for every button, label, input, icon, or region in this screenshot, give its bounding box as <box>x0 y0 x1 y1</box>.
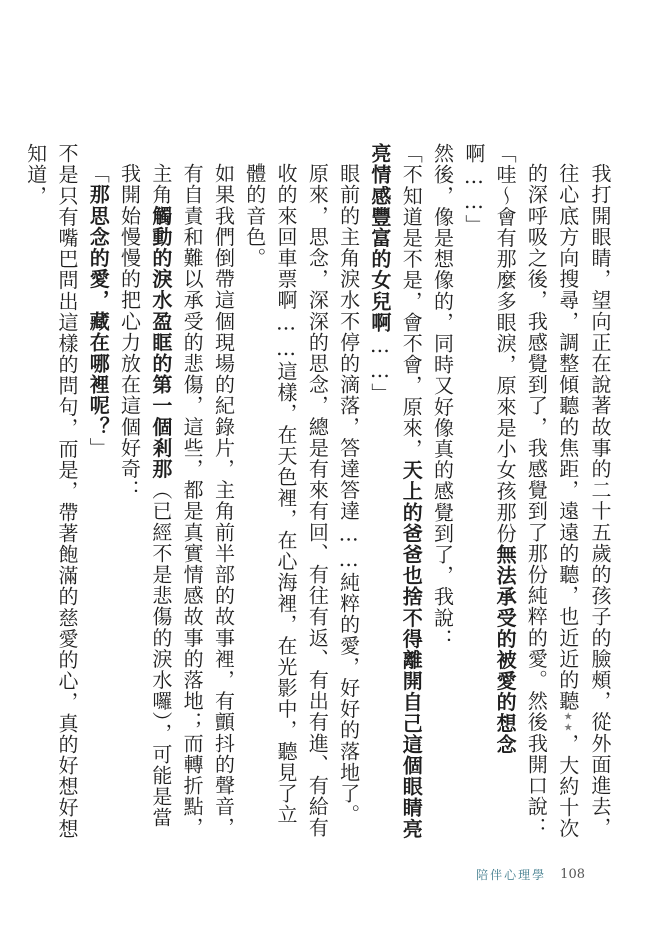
star-mark-icon: ★★ <box>562 711 574 734</box>
text-run: 「不知道是不是，會不會，原來， <box>399 143 424 460</box>
text-run: 眼前的主角淚水不停的滴落，答達答達……純粹的愛，好好的落地了。原來，思念，深深的思念，總是有來有回、有往有返、有出有進、有給有收的來回車票啊……這樣，在天色裡，在心海裡，在光影中，聽見了立體的音色。 <box>242 163 361 839</box>
bold-phrase: 觸動的淚水盈眶的第一個剎那 <box>148 205 173 480</box>
text-run: （已經不是悲傷的淚水囉），可能是當我開始慢慢的把心力放在這個好奇： <box>117 163 173 829</box>
paragraph-p5 <box>238 143 363 843</box>
paragraph-p2 <box>458 143 521 843</box>
page-number: 108 <box>560 867 585 882</box>
book-title: 陪伴心理學 <box>476 868 547 882</box>
paragraph-p4 <box>364 143 427 843</box>
bold-phrase: 無法承受的被愛的想念 <box>493 543 518 755</box>
paragraph-p8 <box>19 143 82 843</box>
page-footer <box>476 866 585 883</box>
paragraph-p7 <box>82 143 113 843</box>
text-run: 」 <box>86 437 111 459</box>
text-run: 啊……」 <box>461 143 486 236</box>
bold-phrase: 天上的爸爸也捨不得離開自己這個眼睛亮亮情感豐富的女兒啊 <box>367 143 424 840</box>
text-run: 「 <box>86 163 111 185</box>
paragraph-p3 <box>426 143 457 843</box>
bold-phrase: 那思念的愛，藏在哪裡呢？ <box>86 184 111 438</box>
text-run: 「哇～會有那麼多眼淚，原來是小女孩那份 <box>493 143 518 544</box>
paragraph-p1 <box>520 143 615 843</box>
vertical-text-body <box>19 143 615 843</box>
text-run: 不是只有嘴巴問出這樣的問句，而是，帶著飽滿的慈愛的心，真的好想好想知道， <box>23 143 79 840</box>
text-run: 我打開眼睛，望向正在說著故事的二十五歲的孩子的臉頰，從外面進去，往心底方向搜尋，調整傾聽的焦距，遠遠的聽，也近近的聽 <box>555 163 612 839</box>
text-run: ，大約十次的深呼吸之後，我感覺到了，我感覺到了那份純粹的愛。然後我開口說： <box>524 163 580 840</box>
text-run: 然後，像是想像的，同時又好像真的感覺到了，我說： <box>430 143 455 650</box>
text-run: ……」 <box>367 332 392 405</box>
paragraph-p6 <box>113 143 238 843</box>
text-run: 如果我們倒帶這個現場的紀錄片，主角前半部的故事裡，有顫抖的聲音，有自責和難以承受的悲傷，這些，都是真實情感故事的落地；而轉折點，主角 <box>148 163 236 839</box>
